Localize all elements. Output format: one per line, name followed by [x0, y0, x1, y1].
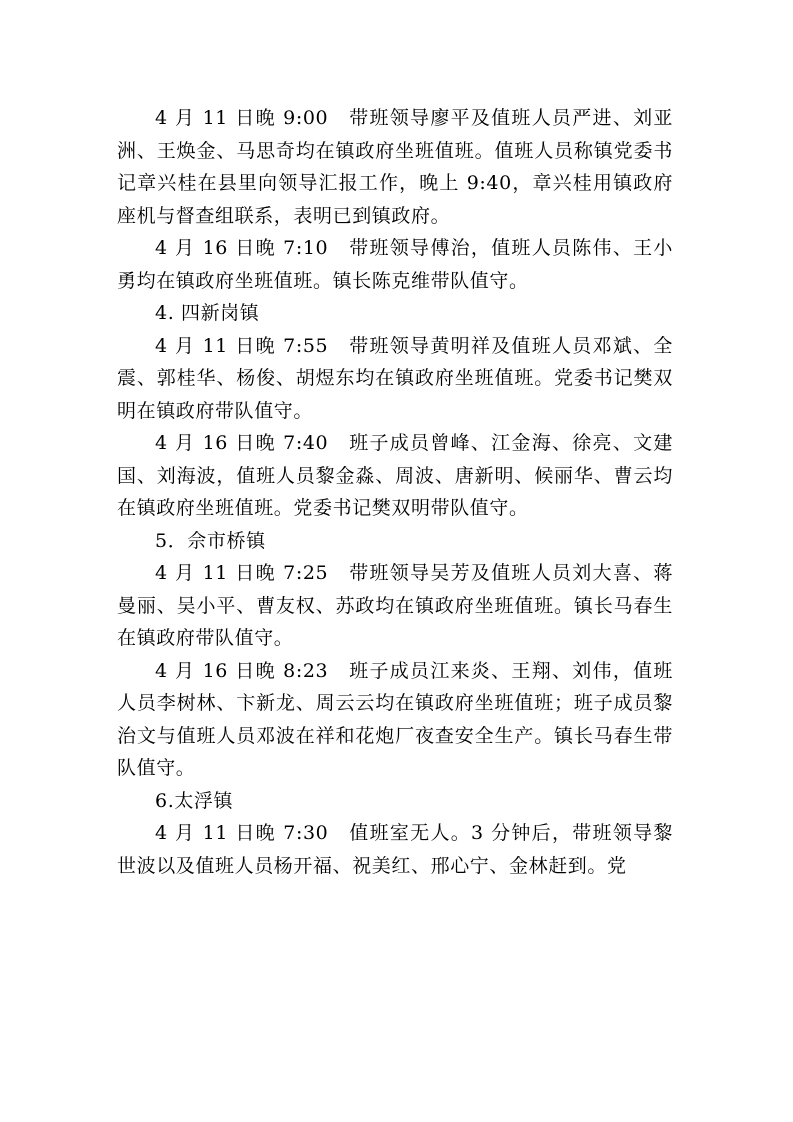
paragraph-2: 4 月 16 日晚 7:10 带班领导傅治，值班人员陈伟、王小勇均在镇政府坐班值班。镇长陈克维带队值守。: [117, 237, 673, 292]
paragraph-5: 4 月 11 日晚 7:25 带班领导吴芳及值班人员刘大喜、蒋曼丽、吴小平、曹友权、苏政均在镇政府坐班值班。镇长马春生在镇政府带队值守。: [117, 562, 673, 649]
section-heading-6: 6.太浮镇: [155, 789, 234, 812]
paragraph-3: 4 月 11 日晚 7:55 带班领导黄明祥及值班人员邓斌、全震、郭桂华、杨俊、胡煜东均在镇政府坐班值班。党委书记樊双明在镇政府带队值守。: [117, 334, 673, 422]
section-heading-5: 5．佘市桥镇: [155, 529, 266, 552]
paragraph-7: 4 月 11 日晚 7:30 值班室无人。3 分钟后，带班领导黎世波以及值班人员杨开福、祝美红、邢心宁、金林赶到。党: [117, 822, 673, 877]
paragraph-6: 4 月 16 日晚 8:23 班子成员江来炎、王翔、刘伟，值班人员李树林、卞新龙、周云云均在镇政府坐班值班；班子成员黎治文与值班人员邓波在祥和花炮厂夜查安全生产。镇长马春生带队值守。: [117, 659, 673, 779]
section-heading-4: 4. 四新岗镇: [155, 302, 260, 324]
paragraph-1: 4 月 11 日晚 9:00 带班领导廖平及值班人员严进、刘亚洲、王焕金、马思奇均在镇政府坐班值班。值班人员称镇党委书记章兴桂在县里向领导汇报工作，晚上 9:40，章兴桂用镇政府座机与督查组联系，表明已到镇政府。: [117, 107, 673, 227]
document-page: [117, 102, 673, 882]
paragraph-4: 4 月 16 日晚 7:40 班子成员曾峰、江金海、徐亮、文建国、刘海波，值班人员黎金淼、周波、唐新明、候丽华、曹云均在镇政府坐班值班。党委书记樊双明带队值守。: [117, 432, 673, 519]
